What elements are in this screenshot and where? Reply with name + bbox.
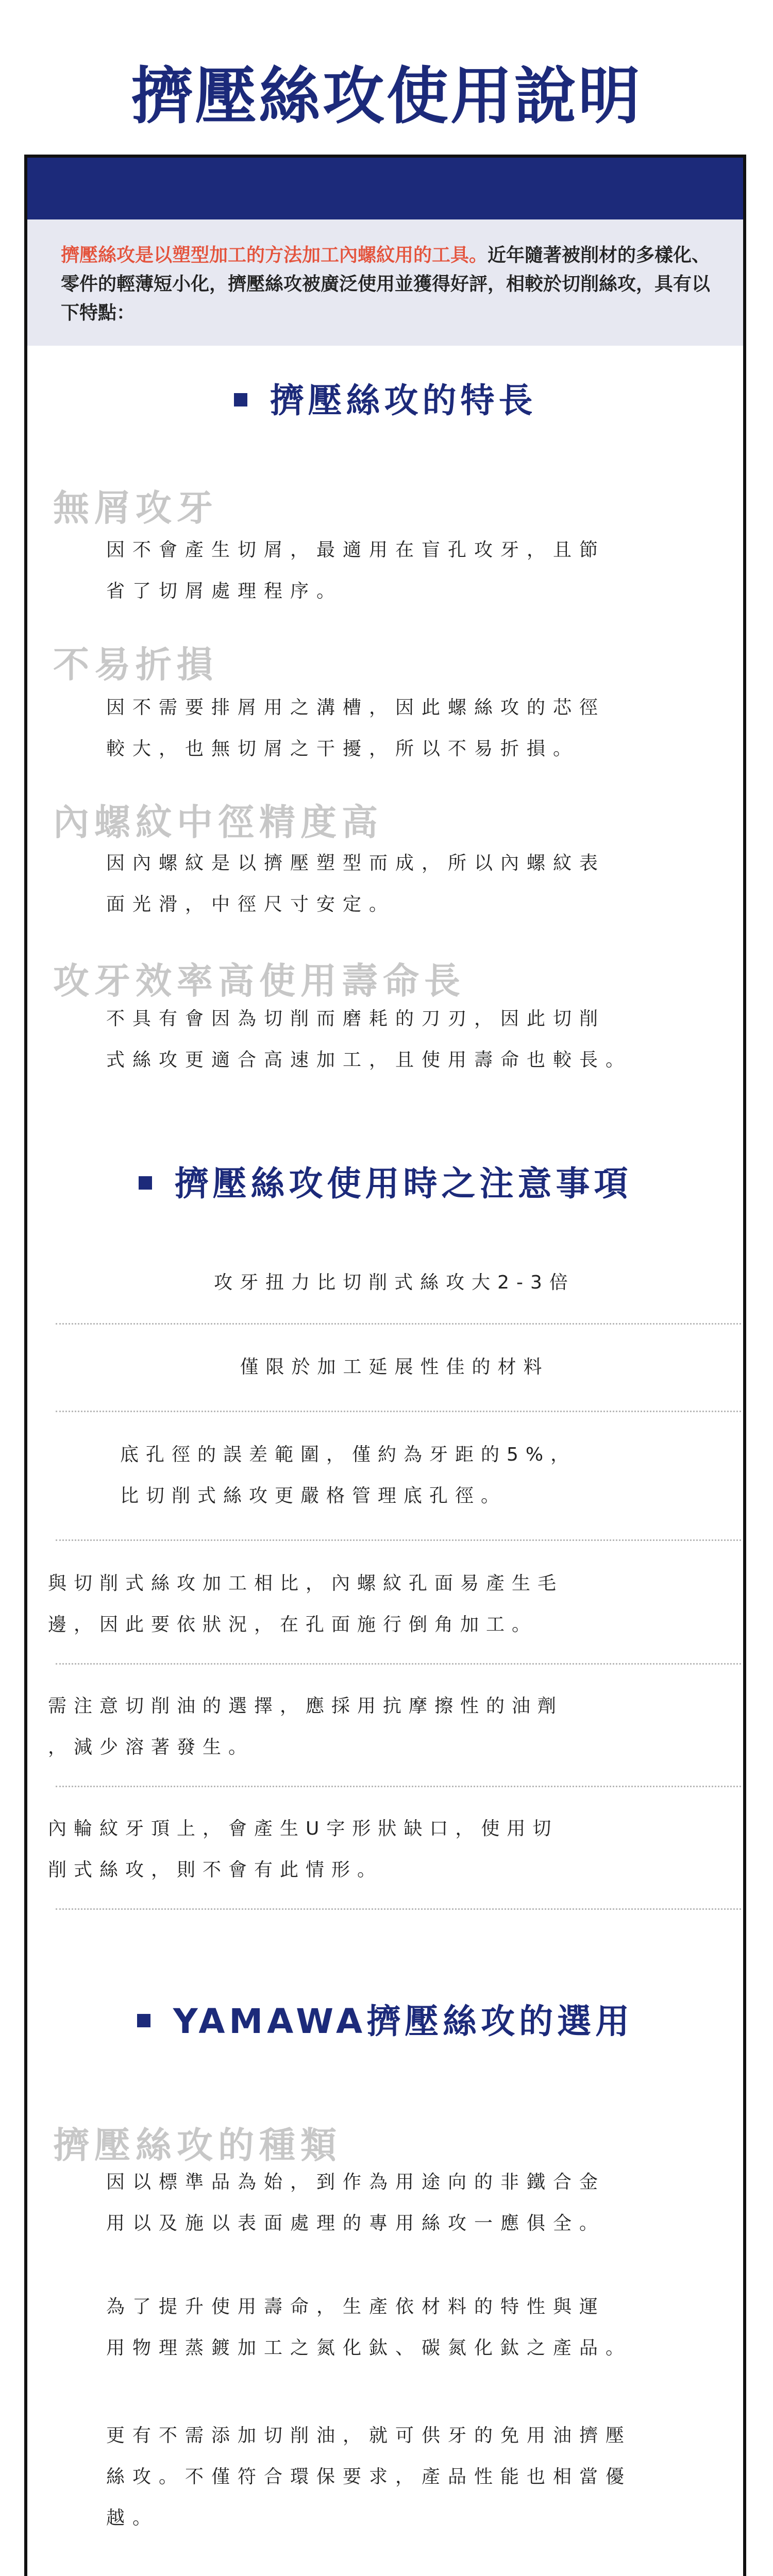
feature-body: 不具有會因為切削而磨耗的刀刃，因此切削 式絲攻更適合高速加工，且使用壽命也較長。 [106, 1008, 632, 1071]
feature-title: 內螺紋中徑精度高 [53, 801, 383, 843]
square-bullet-icon [139, 1176, 152, 1190]
intro-highlight: 擠壓絲攻是以塑型加工的方法加工內螺紋用的工具。 [61, 245, 488, 266]
selection-subtitle: 擠壓絲攻的種類 [53, 2124, 342, 2166]
note-item: 僅限於加工延展性佳的材料 [240, 1357, 549, 1378]
dotted-divider [56, 1908, 741, 1910]
notes-heading [27, 1163, 743, 1205]
feature-title: 攻牙效率高使用壽命長 [53, 960, 465, 1002]
dotted-divider [56, 1786, 741, 1787]
header-bar [27, 158, 743, 219]
selection-heading [27, 2001, 743, 2042]
notes-heading-text: 擠壓絲攻使用時之注意事項 [174, 1164, 632, 1204]
feature-title: 不易折損 [53, 643, 218, 686]
selection-paragraph: 因以標準品為始，到作為用途向的非鐵合金 用以及施以表面處理的專用絲攻一應俱全。 [106, 2172, 606, 2234]
selection-paragraph: 為了提升使用壽命，生產依材料的特性與運 用物理蒸鍍加工之氮化鈦、碳氮化鈦之產品。 [106, 2296, 632, 2359]
feature-body: 因不需要排屑用之溝槽，因此螺絲攻的芯徑 較大，也無切屑之干擾，所以不易折損。 [106, 697, 606, 759]
square-bullet-icon [234, 393, 247, 406]
dotted-divider [56, 1323, 741, 1325]
note-item: 攻牙扭力比切削式絲攻大2-3倍 [214, 1272, 575, 1293]
features-heading [27, 380, 743, 421]
dotted-divider [56, 1411, 741, 1412]
dotted-divider [56, 1539, 741, 1541]
intro-box [27, 219, 743, 346]
content-frame [24, 155, 746, 2576]
note-item: 需注意切削油的選擇，應採用抗摩擦性的油劑 ，減少溶著發生。 [48, 1696, 564, 1758]
selection-heading-text: YAMAWA擠壓絲攻的選用 [173, 2002, 634, 2041]
note-item: 內輪紋牙頂上，會產生U字形狀缺口，使用切 削式絲攻，則不會有此情形。 [48, 1818, 559, 1880]
features-heading-text: 擠壓絲攻的特長 [270, 381, 537, 420]
feature-title: 無屑攻牙 [53, 487, 218, 529]
square-bullet-icon [137, 2014, 150, 2027]
intro-text: 近年隨著被削材的多樣化、零件的輕薄短小化，擠壓絲攻被廣泛使用並獲得好評，相較於切削絲攻，具有以下特點： [61, 245, 711, 324]
note-item: 底孔徑的誤差範圍，僅約為牙距的5%， 比切削式絲攻更嚴格管理底孔徑。 [120, 1444, 577, 1506]
note-item: 與切削式絲攻加工相比，內螺紋孔面易產生毛 邊，因此要依狀況，在孔面施行倒角加工。 [48, 1573, 564, 1635]
page-title: 擠壓絲攻使用說明 [131, 61, 642, 132]
feature-body: 因內螺紋是以擠壓塑型而成，所以內螺紋表 面光滑，中徑尺寸安定。 [106, 853, 606, 915]
selection-paragraph: 更有不需添加切削油，就可供牙的免用油擠壓 絲攻。不僅符合環保要求，產品性能也相當優 越。 [106, 2425, 632, 2529]
feature-body: 因不會產生切屑，最適用在盲孔攻牙，且節 省了切屑處理程序。 [106, 539, 606, 602]
dotted-divider [56, 1663, 741, 1665]
